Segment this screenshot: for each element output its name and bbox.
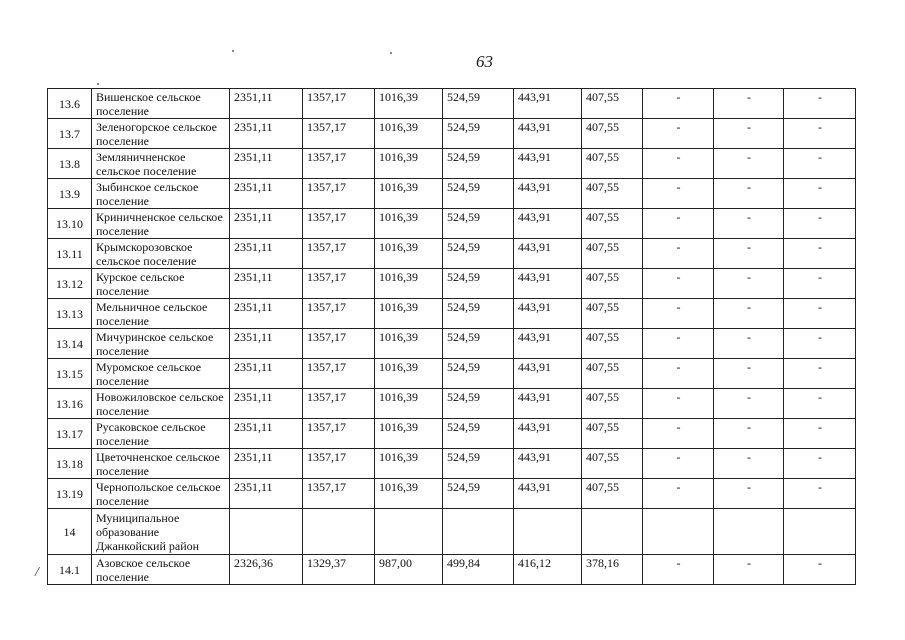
dash-cell-3: - — [784, 299, 856, 329]
dash-cell-3: - — [784, 119, 856, 149]
value-cell-4: 524,59 — [443, 269, 514, 299]
row-number: 13.10 — [48, 209, 92, 239]
dash-cell-3: - — [784, 389, 856, 419]
row-number: 13.12 — [48, 269, 92, 299]
settlement-name: Зыбинское сельское поселение — [92, 179, 230, 209]
table-row — [48, 509, 856, 555]
dash-cell-2: - — [714, 179, 784, 209]
value-cell-6: 407,55 — [582, 359, 643, 389]
value-cell-4: 524,59 — [443, 209, 514, 239]
value-cell-1: 2351,11 — [230, 209, 303, 239]
dash-cell-1: - — [643, 89, 714, 119]
table-row — [48, 119, 856, 149]
value-cell-1: 2351,11 — [230, 479, 303, 509]
value-cell-2: 1357,17 — [303, 239, 375, 269]
tariff-table — [47, 88, 856, 585]
value-cell-5: 443,91 — [514, 119, 582, 149]
value-cell-1: 2351,11 — [230, 239, 303, 269]
dash-cell-2: - — [714, 89, 784, 119]
dash-cell-3: - — [784, 329, 856, 359]
dash-cell-1: - — [643, 239, 714, 269]
margin-mark: / — [35, 565, 39, 580]
table-row — [48, 179, 856, 209]
value-cell-5: 443,91 — [514, 449, 582, 479]
value-cell-1: 2351,11 — [230, 179, 303, 209]
value-cell-2: 1357,17 — [303, 359, 375, 389]
dash-cell-2: - — [714, 389, 784, 419]
settlement-name: Мельничное сельское поселение — [92, 299, 230, 329]
value-cell-5: 443,91 — [514, 269, 582, 299]
dash-cell-2: - — [714, 479, 784, 509]
value-cell-1: 2351,11 — [230, 359, 303, 389]
value-cell-6: 407,55 — [582, 419, 643, 449]
value-cell-6: 407,55 — [582, 329, 643, 359]
value-cell-1: 2351,11 — [230, 119, 303, 149]
dash-cell-1: - — [643, 449, 714, 479]
value-cell-6: 407,55 — [582, 179, 643, 209]
value-cell-1: 2351,11 — [230, 299, 303, 329]
table-row — [48, 269, 856, 299]
value-cell-3: 1016,39 — [375, 419, 443, 449]
settlement-name: Вишенское сельское поселение — [92, 89, 230, 119]
dash-cell-1: - — [643, 329, 714, 359]
value-cell-3: 1016,39 — [375, 449, 443, 479]
settlement-name: Муниципальное образование Джанкойский район — [92, 509, 230, 555]
value-cell-2: 1329,37 — [303, 555, 375, 585]
settlement-name: Цветочненское сельское поселение — [92, 449, 230, 479]
dash-cell-3: - — [784, 359, 856, 389]
table-row — [48, 329, 856, 359]
dash-cell-3: - — [784, 239, 856, 269]
dash-cell-1: - — [643, 269, 714, 299]
dash-cell-3 — [784, 509, 856, 555]
dash-cell-2: - — [714, 209, 784, 239]
dash-cell-1: - — [643, 419, 714, 449]
dash-cell-1: - — [643, 555, 714, 585]
settlement-name: Зеленогорское сельское поселение — [92, 119, 230, 149]
dash-cell-3: - — [784, 89, 856, 119]
value-cell-5: 443,91 — [514, 359, 582, 389]
value-cell-5: 443,91 — [514, 179, 582, 209]
value-cell-2 — [303, 509, 375, 555]
value-cell-6 — [582, 509, 643, 555]
value-cell-6: 407,55 — [582, 89, 643, 119]
dash-cell-1: - — [643, 299, 714, 329]
dash-cell-3: - — [784, 555, 856, 585]
value-cell-6: 407,55 — [582, 299, 643, 329]
value-cell-3: 1016,39 — [375, 149, 443, 179]
value-cell-6: 407,55 — [582, 269, 643, 299]
row-number: 14 — [48, 509, 92, 555]
dash-cell-3: - — [784, 419, 856, 449]
table-row — [48, 239, 856, 269]
value-cell-6: 407,55 — [582, 239, 643, 269]
dash-cell-1: - — [643, 389, 714, 419]
value-cell-1: 2351,11 — [230, 419, 303, 449]
value-cell-1: 2351,11 — [230, 389, 303, 419]
value-cell-1: 2326,36 — [230, 555, 303, 585]
value-cell-3: 1016,39 — [375, 209, 443, 239]
scan-speck — [390, 52, 392, 54]
dash-cell-1 — [643, 509, 714, 555]
dash-cell-1: - — [643, 119, 714, 149]
value-cell-3: 1016,39 — [375, 389, 443, 419]
value-cell-5: 443,91 — [514, 329, 582, 359]
dash-cell-2: - — [714, 299, 784, 329]
dash-cell-1: - — [643, 179, 714, 209]
row-number: 13.19 — [48, 479, 92, 509]
settlement-name: Крымскорозовское сельское поселение — [92, 239, 230, 269]
value-cell-2: 1357,17 — [303, 329, 375, 359]
value-cell-3: 1016,39 — [375, 269, 443, 299]
value-cell-4: 524,59 — [443, 119, 514, 149]
value-cell-5: 416,12 — [514, 555, 582, 585]
value-cell-5: 443,91 — [514, 419, 582, 449]
value-cell-5: 443,91 — [514, 149, 582, 179]
value-cell-6: 407,55 — [582, 149, 643, 179]
value-cell-4: 499,84 — [443, 555, 514, 585]
dash-cell-2: - — [714, 359, 784, 389]
value-cell-2: 1357,17 — [303, 419, 375, 449]
value-cell-5: 443,91 — [514, 389, 582, 419]
table-row — [48, 149, 856, 179]
value-cell-3: 987,00 — [375, 555, 443, 585]
dash-cell-2 — [714, 509, 784, 555]
value-cell-6: 407,55 — [582, 209, 643, 239]
row-number: 13.18 — [48, 449, 92, 479]
dash-cell-2: - — [714, 119, 784, 149]
value-cell-2: 1357,17 — [303, 389, 375, 419]
value-cell-4: 524,59 — [443, 359, 514, 389]
dash-cell-2: - — [714, 149, 784, 179]
value-cell-6: 407,55 — [582, 389, 643, 419]
page-number: 63 — [476, 52, 493, 71]
value-cell-1 — [230, 509, 303, 555]
value-cell-2: 1357,17 — [303, 119, 375, 149]
table-row — [48, 419, 856, 449]
value-cell-4: 524,59 — [443, 179, 514, 209]
value-cell-5: 443,91 — [514, 209, 582, 239]
value-cell-3: 1016,39 — [375, 359, 443, 389]
settlement-name: Азовское сельское поселение — [92, 555, 230, 585]
scan-speck — [232, 50, 234, 52]
value-cell-4: 524,59 — [443, 329, 514, 359]
value-cell-3: 1016,39 — [375, 179, 443, 209]
table-row — [48, 359, 856, 389]
table-row — [48, 89, 856, 119]
settlement-name: Курское сельское поселение — [92, 269, 230, 299]
dash-cell-1: - — [643, 209, 714, 239]
row-number: 13.8 — [48, 149, 92, 179]
settlement-name: Чернопольское сельское поселение — [92, 479, 230, 509]
value-cell-5: 443,91 — [514, 239, 582, 269]
dash-cell-2: - — [714, 419, 784, 449]
dash-cell-3: - — [784, 179, 856, 209]
value-cell-3: 1016,39 — [375, 479, 443, 509]
value-cell-1: 2351,11 — [230, 89, 303, 119]
value-cell-4: 524,59 — [443, 149, 514, 179]
value-cell-6: 378,16 — [582, 555, 643, 585]
value-cell-4 — [443, 509, 514, 555]
table-row — [48, 389, 856, 419]
value-cell-1: 2351,11 — [230, 269, 303, 299]
value-cell-2: 1357,17 — [303, 179, 375, 209]
value-cell-4: 524,59 — [443, 89, 514, 119]
value-cell-1: 2351,11 — [230, 449, 303, 479]
dash-cell-1: - — [643, 359, 714, 389]
row-number: 13.6 — [48, 89, 92, 119]
value-cell-1: 2351,11 — [230, 149, 303, 179]
value-cell-4: 524,59 — [443, 449, 514, 479]
value-cell-2: 1357,17 — [303, 89, 375, 119]
value-cell-3: 1016,39 — [375, 239, 443, 269]
row-number: 14.1 — [48, 555, 92, 585]
dash-cell-3: - — [784, 209, 856, 239]
row-number: 13.14 — [48, 329, 92, 359]
row-number: 13.15 — [48, 359, 92, 389]
scan-speck — [97, 83, 99, 85]
value-cell-6: 407,55 — [582, 119, 643, 149]
dash-cell-1: - — [643, 479, 714, 509]
table-row — [48, 479, 856, 509]
value-cell-6: 407,55 — [582, 479, 643, 509]
dash-cell-3: - — [784, 149, 856, 179]
value-cell-4: 524,59 — [443, 419, 514, 449]
value-cell-2: 1357,17 — [303, 149, 375, 179]
settlement-name: Криничненское сельское поселение — [92, 209, 230, 239]
settlement-name: Русаковское сельское поселение — [92, 419, 230, 449]
settlement-name: Новожиловское сельское поселение — [92, 389, 230, 419]
row-number: 13.7 — [48, 119, 92, 149]
value-cell-2: 1357,17 — [303, 269, 375, 299]
row-number: 13.13 — [48, 299, 92, 329]
value-cell-2: 1357,17 — [303, 479, 375, 509]
value-cell-6: 407,55 — [582, 449, 643, 479]
row-number: 13.17 — [48, 419, 92, 449]
value-cell-3: 1016,39 — [375, 89, 443, 119]
value-cell-2: 1357,17 — [303, 209, 375, 239]
dash-cell-3: - — [784, 479, 856, 509]
value-cell-5 — [514, 509, 582, 555]
dash-cell-2: - — [714, 449, 784, 479]
value-cell-4: 524,59 — [443, 299, 514, 329]
value-cell-3: 1016,39 — [375, 329, 443, 359]
value-cell-4: 524,59 — [443, 239, 514, 269]
table-body — [48, 89, 856, 585]
value-cell-3: 1016,39 — [375, 119, 443, 149]
value-cell-1: 2351,11 — [230, 329, 303, 359]
dash-cell-2: - — [714, 269, 784, 299]
table-row — [48, 299, 856, 329]
dash-cell-2: - — [714, 329, 784, 359]
value-cell-3 — [375, 509, 443, 555]
row-number: 13.11 — [48, 239, 92, 269]
dash-cell-3: - — [784, 269, 856, 299]
settlement-name: Земляничненское сельское поселение — [92, 149, 230, 179]
dash-cell-2: - — [714, 555, 784, 585]
settlement-name: Мичуринское сельское поселение — [92, 329, 230, 359]
value-cell-3: 1016,39 — [375, 299, 443, 329]
value-cell-2: 1357,17 — [303, 299, 375, 329]
table-row — [48, 449, 856, 479]
value-cell-5: 443,91 — [514, 299, 582, 329]
value-cell-4: 524,59 — [443, 389, 514, 419]
value-cell-4: 524,59 — [443, 479, 514, 509]
table-row — [48, 555, 856, 585]
table-row — [48, 209, 856, 239]
dash-cell-2: - — [714, 239, 784, 269]
dash-cell-1: - — [643, 149, 714, 179]
value-cell-2: 1357,17 — [303, 449, 375, 479]
settlement-name: Муромское сельское поселение — [92, 359, 230, 389]
dash-cell-3: - — [784, 449, 856, 479]
row-number: 13.16 — [48, 389, 92, 419]
row-number: 13.9 — [48, 179, 92, 209]
value-cell-5: 443,91 — [514, 89, 582, 119]
value-cell-5: 443,91 — [514, 479, 582, 509]
